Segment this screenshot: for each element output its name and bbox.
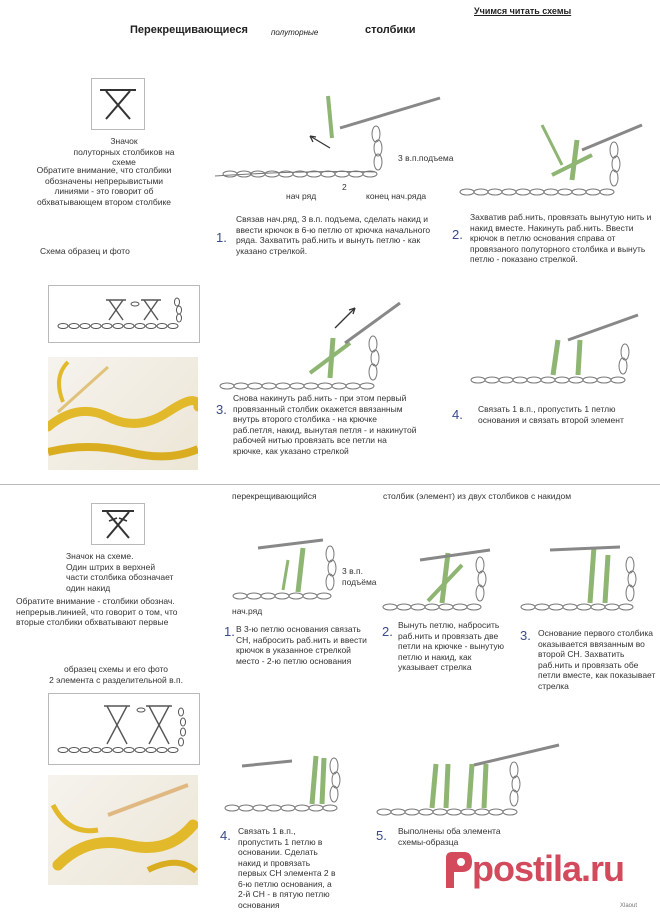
s2-step4-number: 4. bbox=[220, 828, 231, 843]
step3-diagram bbox=[215, 298, 435, 398]
header-link: Учимся читать схемы bbox=[474, 6, 572, 16]
scheme-label: Схема образец и фото bbox=[40, 246, 130, 256]
s2-step4-diagram bbox=[222, 736, 362, 818]
title-part-3: столбики bbox=[365, 24, 416, 36]
section2-symbol-box bbox=[91, 503, 145, 545]
section2-scheme-diagram bbox=[49, 694, 199, 764]
s2-step3-text: Основание первого столбика оказывается ввязанным во второй СН. Захватить раб.нить и провязать обе петли вместе, как показывает стрелка bbox=[538, 628, 656, 691]
section2-heading-a: перекрещивающийся bbox=[232, 491, 317, 501]
note: Обратите внимание, что столбики обозначены непрерывистыми линиями - это говорит об обхватывающем втором столбике bbox=[36, 165, 172, 207]
s2-step3-number: 3. bbox=[520, 628, 531, 643]
section2-scheme-label: образец схемы и его фото 2 элемента с разделительной в.п. bbox=[49, 664, 183, 685]
s2-step2-diagram bbox=[380, 535, 505, 620]
footer-mark: Xlaout bbox=[620, 903, 638, 909]
step2-text: Захватив раб.нить, провязать вынутую нить и накид вместе. Накинуть раб.нить. Ввести крючок в петлю основания справа от провязаного полуторного столбика и вынуть петлю - показано стрелкой. bbox=[470, 212, 652, 264]
step1-number: 1. bbox=[216, 230, 227, 245]
half-double-crochet-cross-symbol bbox=[92, 79, 144, 129]
scheme-diagram bbox=[49, 286, 199, 342]
symbol-box bbox=[91, 78, 145, 130]
step1-label-2: 2 bbox=[342, 182, 347, 192]
s2-step1-text: В 3-ю петлю основания связать СН, набросить раб.нить и ввести крючок в указанное стрелкой место - 2-ю петлю основания bbox=[236, 624, 367, 666]
double-crochet-cross-symbol bbox=[92, 504, 144, 544]
s2-step4-text: Связать 1 в.п., пропустить 1 петлю в основании. Сделать накид и провязать первых СН элемента 2 в 6-ю петлю основания, а 2-й СН - в пятую петлю основания bbox=[238, 826, 336, 910]
section2-yarn-photo-illustration bbox=[48, 775, 198, 885]
step3-text: Снова накинуть раб.нить - при этом первый провязанный столбик окажется ввязанным внутрь второго столбика - на крючке раб.петля, накид, вынутая петля - и накинутой рабочей нитью провязать все петли на крючке, как указано стрелкой bbox=[233, 393, 417, 456]
section2-scheme-box bbox=[48, 693, 200, 765]
s2-step5-number: 5. bbox=[376, 828, 387, 843]
symbol-caption: Значок полуторных столбиков на схеме bbox=[73, 136, 175, 167]
step4-diagram bbox=[468, 300, 648, 392]
title-part-1: Перекрещивающиеся bbox=[130, 24, 248, 36]
watermark-text: postila.ru bbox=[472, 848, 625, 889]
step3-number: 3. bbox=[216, 402, 227, 417]
step2-number: 2. bbox=[452, 227, 463, 242]
s2-step5-text: Выполнены оба элемента схемы-образца bbox=[398, 826, 501, 847]
section2-heading-b: столбик (элемент) из двух столбиков с накидом bbox=[383, 491, 572, 501]
s2-step2-number: 2. bbox=[382, 624, 393, 639]
title-part-2: полуторные bbox=[271, 28, 319, 37]
yarn-photo-illustration bbox=[48, 357, 198, 470]
step1-text: Связав нач.ряд, 3 в.п. подъема, сделать накид и ввести крючок в 6-ю петлю от крючка начального ряда. Захватить раб.нить и вынуть петлю - как указано стрелкой. bbox=[236, 214, 431, 256]
step1-label-rise: 3 в.п.подъема bbox=[398, 153, 454, 163]
s2-step1-label-rise: 3 в.п. подъёма bbox=[342, 566, 377, 587]
s2-step3-diagram bbox=[520, 535, 655, 620]
step4-number: 4. bbox=[452, 407, 463, 422]
s2-step1-label-start: нач.ряд bbox=[232, 606, 263, 616]
scheme-box bbox=[48, 285, 200, 343]
s2-step5-diagram bbox=[374, 740, 564, 822]
step1-label-end: конец нач.ряда bbox=[366, 191, 427, 201]
s2-step1-number: 1. bbox=[224, 624, 235, 639]
s2-step2-text: Вынуть петлю, набросить раб.нить и провязать две петли на крючке - вынутую петлю и накид, как указывает стрелка bbox=[398, 620, 504, 672]
step2-diagram bbox=[452, 120, 652, 205]
postila-logo-icon bbox=[440, 848, 476, 892]
step4-text: Связать 1 в.п., пропустить 1 петлю основания и связать второй элемент bbox=[478, 404, 624, 425]
section2-symbol-caption: Значок на схеме. Один штрих в верхней части столбика обозначает один накид bbox=[66, 551, 174, 593]
section-divider bbox=[0, 484, 660, 485]
step1-diagram bbox=[210, 88, 450, 198]
sample-photo bbox=[48, 357, 198, 470]
step1-label-start: нач ряд bbox=[286, 191, 317, 201]
section2-sample-photo bbox=[48, 775, 198, 885]
section2-note: Обратите внимание - столбики обознач. непрерыв.линией, что говорит о том, что вторые столбики обхватывают первые bbox=[16, 596, 178, 627]
s2-step1-diagram bbox=[228, 520, 388, 610]
